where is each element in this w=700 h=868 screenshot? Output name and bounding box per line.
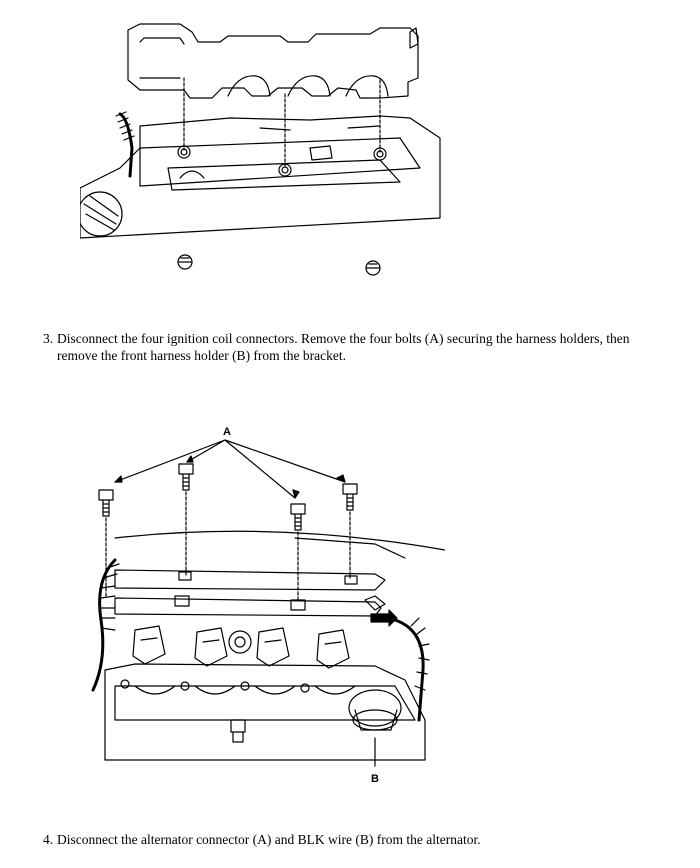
step-4-instruction [43,831,481,848]
valve-cover [105,664,425,760]
harness-holder-b-part [349,690,401,730]
step-3-number: 3. [43,331,54,346]
bolt [291,504,305,530]
step-3-text-line-2: remove the front harness holder (B) from the bracket. [57,348,347,363]
engine-cover [128,24,418,98]
valve-cover [80,116,440,238]
engine-cover-illustration [80,18,445,288]
harness-holder-illustration [75,420,445,790]
bolt [99,490,113,516]
ignition-coil [317,630,349,668]
step-4-number: 4. [43,832,54,847]
callout-b: B [371,773,379,785]
ignition-coil [257,628,289,666]
bolt [179,464,193,490]
step-3-instruction [43,330,629,364]
figure-engine-cover [80,18,445,288]
step-4-text: Disconnect the alternator connector (A) and BLK wire (B) from the alternator. [57,832,481,847]
step-3-text-line-1: Disconnect the four ignition coil connectors. Remove the four bolts (A) securing the harness holders, then [57,331,630,346]
ignition-coil [133,626,165,664]
bolt [343,484,357,510]
figure-harness-holder [75,420,445,790]
ignition-coil [195,628,227,666]
callout-a: A [223,426,231,438]
